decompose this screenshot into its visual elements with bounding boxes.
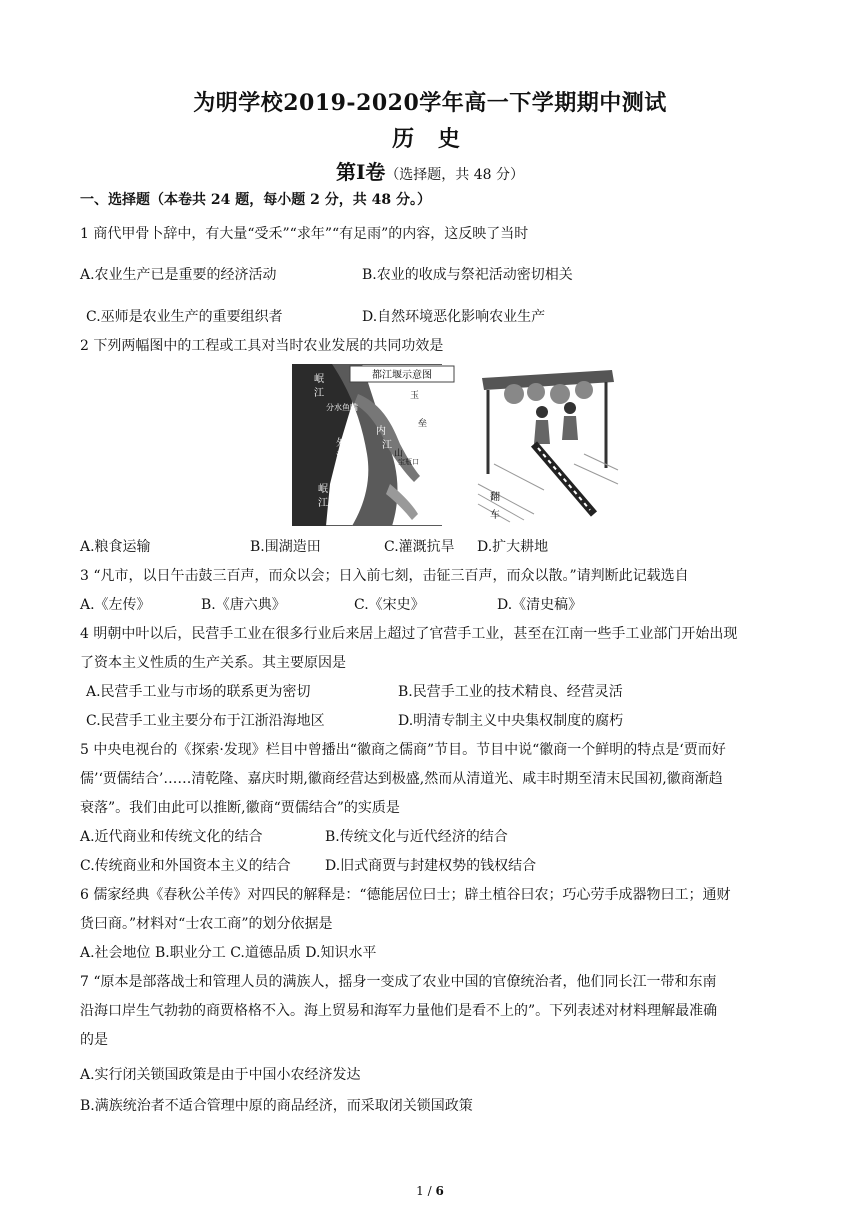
- map-label-wai: 外: [336, 438, 346, 449]
- q5-stem-line3: 衰落”。我们由此可以推断,徽商“贾儒结合”的实质是: [80, 800, 400, 816]
- q4-stem-line1: 4 明朝中叶以后，民营手工业在很多行业后来居上超过了官营手工业，甚至在江南一些手工业部门开始出现: [80, 626, 738, 642]
- q4-option-d: D.明清专制主义中央集权制度的腐朽: [398, 713, 624, 729]
- q6-options: A.社会地位 B.职业分工 C.道德品质 D.知识水平: [80, 945, 377, 961]
- q5-option-d: D.旧式商贾与封建权势的钱权结合: [325, 858, 537, 874]
- page-current: 1: [416, 1184, 424, 1198]
- map-label-jiang3: 江: [382, 440, 392, 451]
- q7-stem-line3: 的是: [80, 1032, 108, 1048]
- q2-option-c: C.灌溉抗旱: [384, 539, 455, 555]
- q1-option-b: B.农业的收成与祭祀活动密切相关: [362, 267, 573, 283]
- part1-heading: 一、选择题（本卷共 24 题，每小题 2 分，共 48 分。）: [80, 192, 431, 208]
- map-label-yu: 玉: [410, 391, 420, 401]
- q1-stem: 1 商代甲骨卜辞中，有大量“受禾”“求年”“有足雨”的内容，这反映了当时: [80, 226, 529, 242]
- page-total: 6: [435, 1184, 444, 1198]
- q2-option-d: D.扩大耕地: [477, 539, 549, 555]
- q4-option-c: C.民营手工业主要分布于江浙沿海地区: [86, 713, 325, 729]
- q1-option-c: C.巫师是农业生产的重要组织者: [86, 309, 283, 325]
- exam-title: 为明学校2019-2020学年高一下学期期中测试: [193, 90, 667, 116]
- q2-option-b: B.围湖造田: [250, 539, 321, 555]
- q7-option-b: B.满族统治者不适合管理中原的商品经济，而采取闭关锁国政策: [80, 1098, 473, 1114]
- q5-option-b: B.传统文化与近代经济的结合: [325, 829, 508, 845]
- q5-option-a: A.近代商业和传统文化的结合: [80, 829, 263, 845]
- map-title: 都江堰示意图: [372, 370, 432, 381]
- q6-stem-line1: 6 儒家经典《春秋公羊传》对四民的解释是：“德能居位曰士；辟土植谷曰农；巧心劳手成器物曰工；通财: [80, 887, 731, 903]
- q3-option-a: A.《左传》: [80, 597, 151, 613]
- map-label-shan: 山: [394, 449, 404, 459]
- pic-label-che: 车: [490, 510, 500, 521]
- q7-option-a: A.实行闭关锁国政策是由于中国小农经济发达: [80, 1067, 361, 1083]
- page-number: [0, 1184, 860, 1198]
- q4-stem-line2: 了资本主义性质的生产关系。其主要原因是: [80, 655, 346, 671]
- q6-stem-line2: 货曰商。”材料对“士农工商”的划分依据是: [80, 916, 333, 932]
- map-label-lei: 垒: [418, 419, 428, 429]
- map-label-min2: 岷: [318, 484, 328, 495]
- map-label-jiang4: 江: [318, 498, 328, 509]
- q7-stem-line2: 沿海口岸生气勃勃的商贾格格不入。海上贸易和海军力量他们是看不上的”。下列表述对材料理解最准确: [80, 1003, 718, 1019]
- q1-option-a: A.农业生产已是重要的经济活动: [80, 267, 277, 283]
- fanche-illustration: [474, 364, 620, 526]
- map-label-min1: 岷: [314, 374, 324, 385]
- q5-stem-line2: 儒’‘贾儒结合’……清乾隆、嘉庆时期,徽商经营达到极盛,然而从清道光、咸丰时期至清末民国初,徽商渐趋: [80, 771, 723, 787]
- pic-label-fan: 翻: [490, 492, 500, 503]
- q1-option-d: D.自然环境恶化影响农业生产: [362, 309, 546, 325]
- map-label-fenshuiyuzui: 分水鱼嘴: [326, 403, 358, 412]
- q5-option-c: C.传统商业和外国资本主义的结合: [80, 858, 291, 874]
- q2-option-a: A.粮食运输: [80, 539, 151, 555]
- subject-heading: 历 史: [392, 126, 468, 152]
- page-separator: /: [423, 1184, 436, 1198]
- map-label-nei: 内: [376, 426, 386, 437]
- q3-option-d: D.《清史稿》: [497, 597, 583, 613]
- q4-option-a: A.民营手工业与市场的联系更为密切: [86, 684, 311, 700]
- dujiangyan-map: [292, 364, 458, 526]
- q4-option-b: B.民营手工业的技术精良、经营灵活: [398, 684, 623, 700]
- section-volume: 第Ⅰ卷: [335, 160, 386, 184]
- map-label-baopingkou: 宝瓶口: [398, 458, 419, 466]
- map-label-jiang2: 江: [336, 452, 346, 463]
- q3-stem: 3 “凡市，以日午击鼓三百声，而众以会；日入前七刻，击钲三百声，而众以散。”请判断此记载选自: [80, 568, 689, 584]
- q7-stem-line1: 7 “原本是部落战士和管理人员的满族人，摇身一变成了农业中国的官僚统治者，他们同长江一带和东南: [80, 974, 717, 990]
- q3-option-c: C.《宋史》: [354, 597, 425, 613]
- q2-stem: 2 下列两幅图中的工程或工具对当时农业发展的共同功效是: [80, 338, 444, 354]
- section-heading: [0, 156, 860, 185]
- section-note: （选择题，共 48 分）: [385, 167, 525, 183]
- q5-stem-line1: 5 中央电视台的《探索·发现》栏目中曾播出“徽商之儒商”节目。节目中说“徽商一个鲜明的特点是‘贾而好: [80, 742, 726, 758]
- q3-option-b: B.《唐六典》: [201, 597, 286, 613]
- map-label-jiang1: 江: [314, 388, 324, 399]
